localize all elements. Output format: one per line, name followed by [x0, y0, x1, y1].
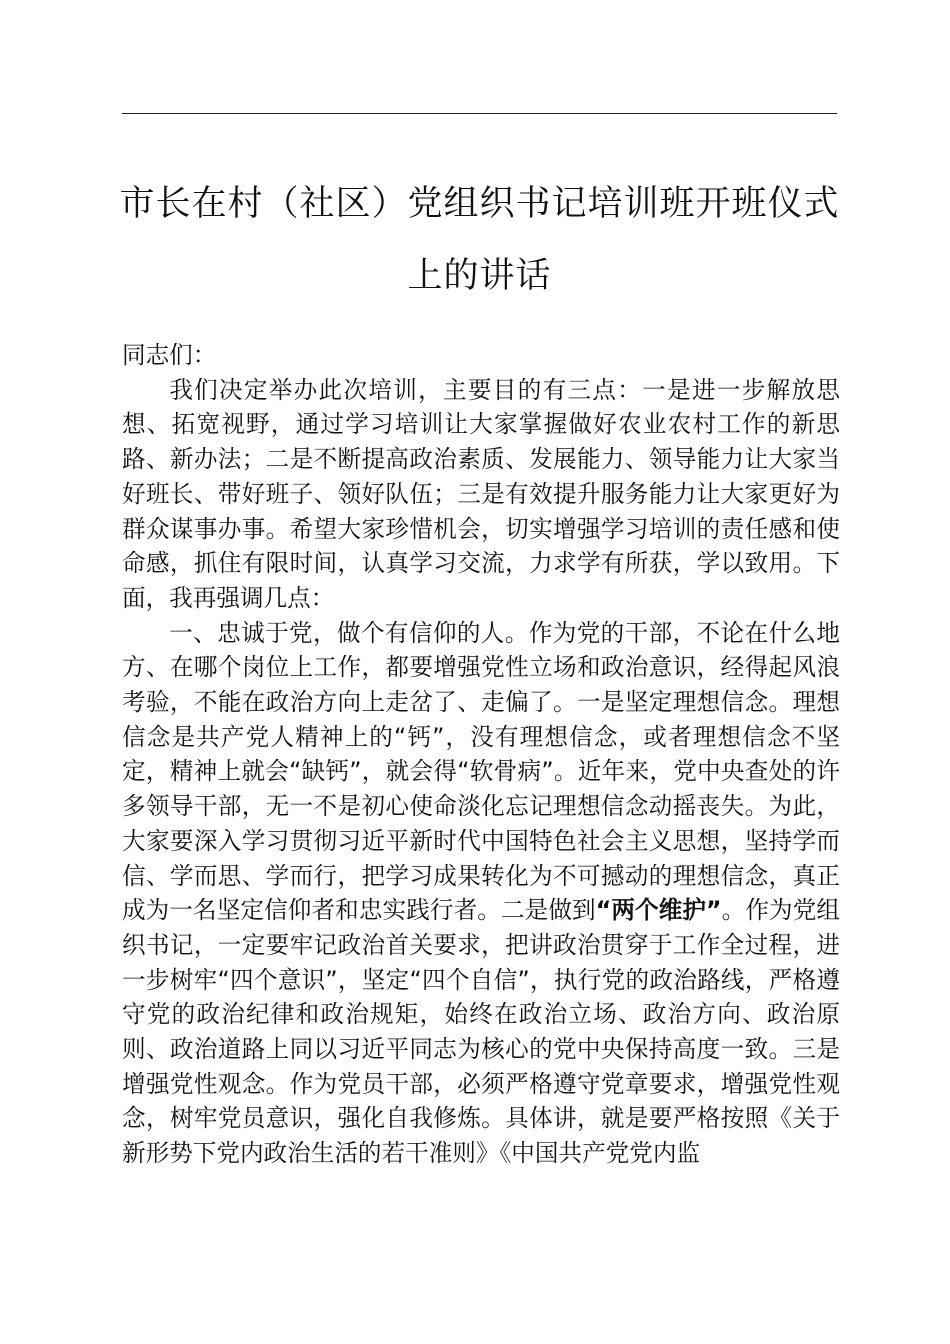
- paragraph-2-text-a: 一、忠诚于党，做个有信仰的人。作为党的干部，不论在什么地方、在哪个岗位上工作，都要增强党性立场和政治意识，经得起风浪考验，不能在政治方向上走岔了、走偏了。一是坚定理想信念。理想信念是共产党人精神上的“钙”，没有理想信念，或者理想信念不坚定，精神上就会“缺钙”，就会得“软骨病”。近年来，党中央查处的许多领导干部，无一不是初心使命淡化忘记理想信念动摇丧失。为此，大家要深入学习贯彻习近平新时代中国特色社会主义思想，坚持学而信、学而思、学而行，把学习成果转化为不可撼动的理想信念，真正成为一名坚定信仰者和忠实践行者。二是做到: [122, 618, 840, 925]
- title-line-1: 市长在村（社区）党组织书记培训班开班仪式: [119, 184, 840, 224]
- paragraph-2-bold-phrase: “两个维护”: [595, 896, 722, 925]
- paragraph-1: 我们决定举办此次培训，主要目的有三点：一是进一步解放思想、拓宽视野，通过学习培训让大家掌握做好农业农村工作的新思路、新办法；二是不断提高政治素质、发展能力、领导能力让大家当好班长、带好班子、领好队伍；三是有效提升服务能力让大家更好为群众谋事办事。希望大家珍惜机会，切实增强学习培训的责任感和使命感，抓住有限时间，认真学习交流，力求学有所获，学以致用。下面，我再强调几点：: [122, 375, 840, 612]
- header-rule: [122, 113, 837, 114]
- document-body: [122, 338, 840, 1171]
- paragraph-2-text-b: 。作为党组织书记，一定要牢记政治首关要求，把讲政治贯穿于工作全过程，进一步树牢“四个意识”，坚定“四个自信”，执行党的政治路线，严格遵守党的政治纪律和政治规矩，始终在政治立场、政治方向、政治原则、政治道路上同以习近平同志为核心的党中央保持高度一致。三是增强党性观念。作为党员干部，必须严格遵守党章要求，增强党性观念，树牢党员意识，强化自我修炼。具体讲，就是要严格按照《关于新形势下党内政治生活的若干准则》《中国共产党党内监: [122, 896, 841, 1168]
- paragraph-2: [122, 616, 840, 1171]
- title-line-2: 上的讲话: [407, 256, 552, 296]
- salutation: 同志们：: [122, 341, 217, 369]
- document-title: [112, 168, 847, 312]
